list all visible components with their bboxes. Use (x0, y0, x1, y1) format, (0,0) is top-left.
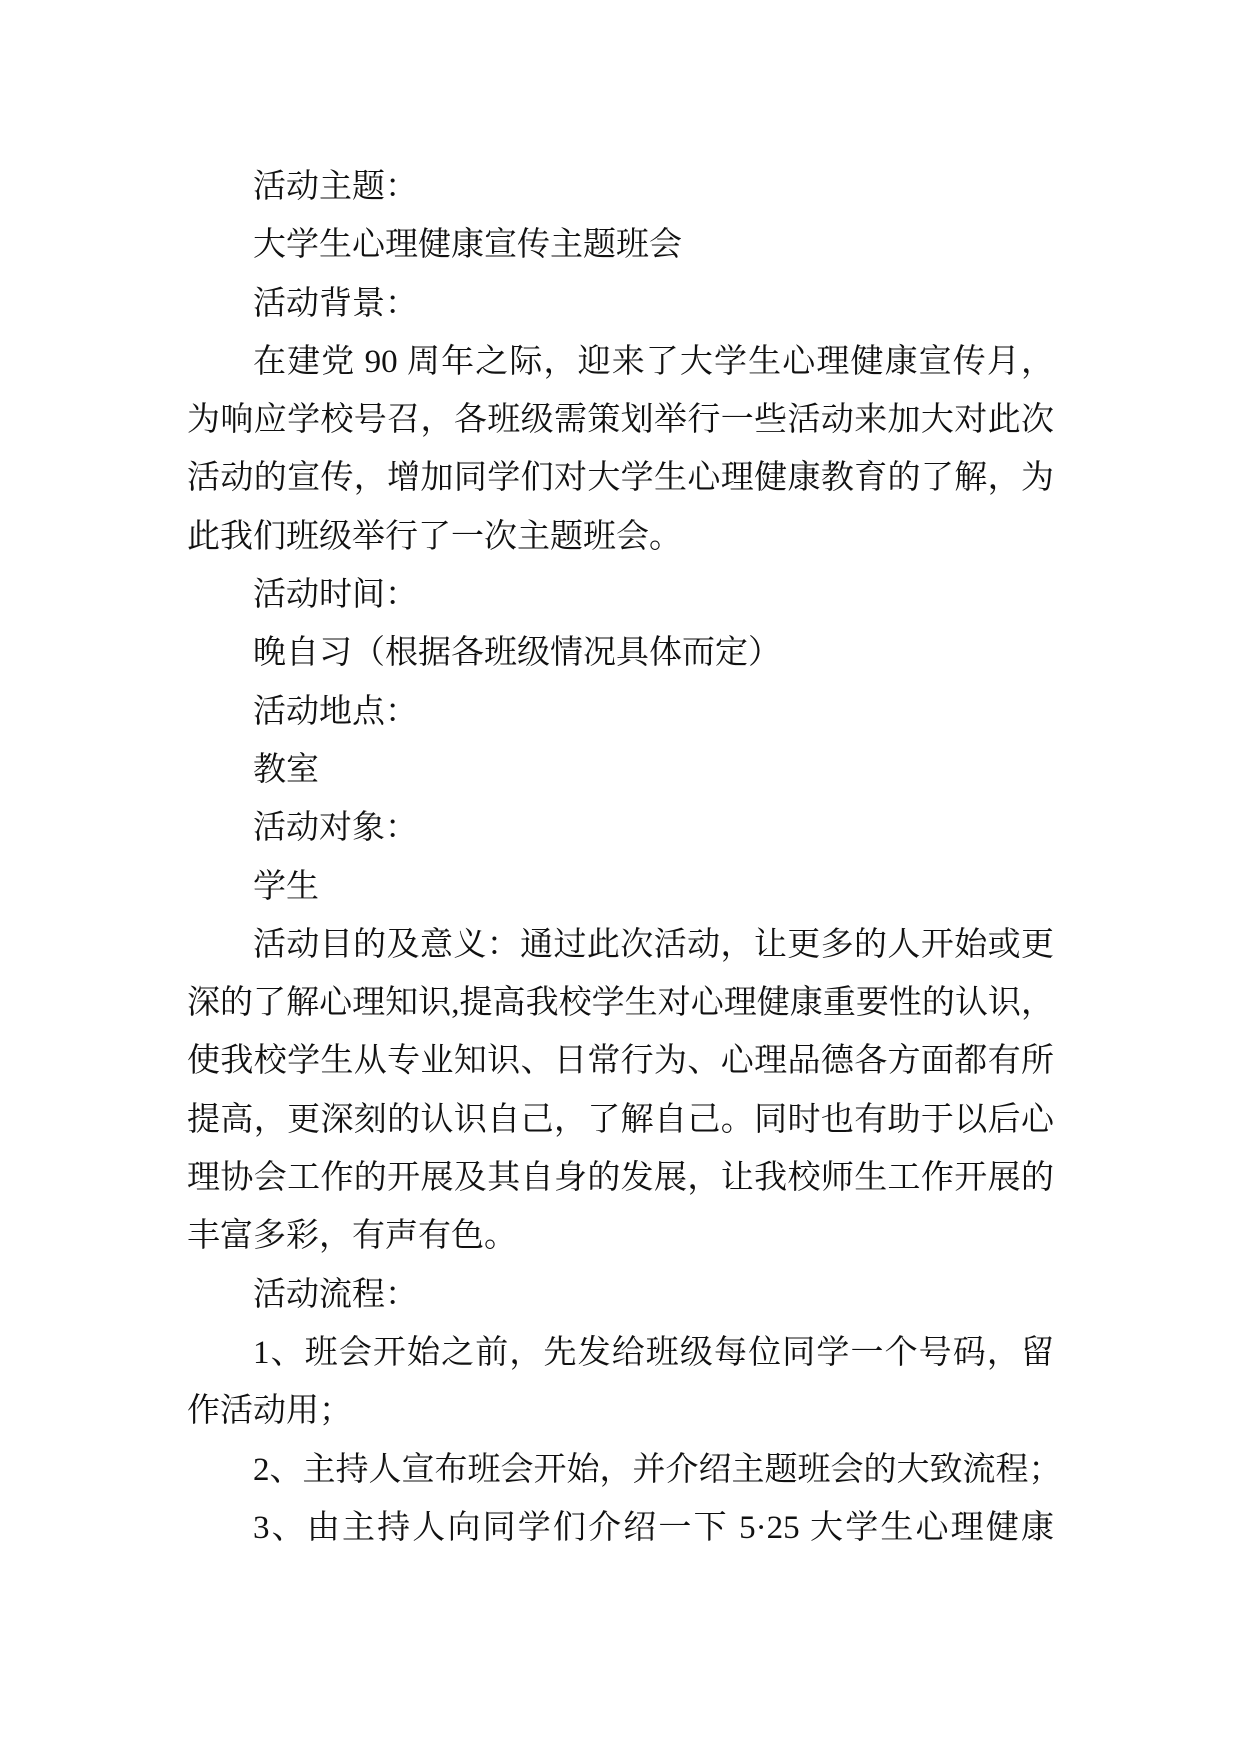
text-line: 活动地点： (253, 693, 418, 730)
text-line: 提高，更深刻的认识自己，了解自己。同时也有助于以后心 (187, 1101, 1054, 1138)
text-line: 活动背景： (253, 285, 418, 322)
paragraph (187, 799, 1054, 857)
paragraph (187, 1266, 1054, 1324)
text-line: 此我们班级举行了一次主题班会。 (187, 518, 682, 555)
text-line: 3、由主持人向同学们介绍一下 5·25 大学生心理健康 (253, 1509, 1054, 1546)
text-line: 使我校学生从专业知识、日常行为、心理品德各方面都有所 (187, 1043, 1054, 1080)
text-line: 活动主题： (253, 169, 418, 205)
paragraph (187, 624, 1054, 682)
paragraph (187, 566, 1054, 624)
text-line: 在建党 90 周年之际，迎来了大学生心理健康宣传月， (253, 343, 1054, 380)
text-line: 为响应学校号召，各班级需策划举行一些活动来加大对此次 (187, 402, 1054, 439)
text-line: 2、主持人宣布班会开始，并介绍主题班会的大致流程； (253, 1451, 1062, 1488)
document-body (187, 158, 1062, 1557)
text-line: 晚自习（根据各班级情况具体而定） (253, 635, 781, 672)
text-line: 活动对象： (253, 810, 418, 847)
text-line: 丰富多彩，有声有色。 (187, 1218, 517, 1255)
text-line: 教室 (253, 751, 319, 788)
paragraph (187, 216, 1054, 274)
paragraph (187, 858, 1054, 916)
text-line: 理协会工作的开展及其自身的发展，让我校师生工作开展的 (187, 1160, 1054, 1197)
text-line: 活动目的及意义：通过此次活动，让更多的人开始或更 (253, 926, 1054, 963)
text-line: 活动的宣传，增加同学们对大学生心理健康教育的了解，为 (187, 460, 1054, 497)
text-line: 作活动用； (187, 1393, 352, 1430)
paragraph (187, 1324, 1054, 1441)
paragraph (187, 741, 1054, 799)
paragraph (187, 1441, 1062, 1499)
paragraph (187, 1499, 1054, 1557)
text-line: 活动流程： (253, 1276, 418, 1313)
paragraph (187, 916, 1054, 1266)
paragraph (187, 333, 1054, 566)
text-line: 大学生心理健康宣传主题班会 (253, 227, 682, 264)
paragraph (187, 275, 1054, 333)
text-line: 1、班会开始之前，先发给班级每位同学一个号码，留 (253, 1334, 1054, 1371)
text-line: 深的了解心理知识,提高我校学生对心理健康重要性的认识， (187, 985, 1054, 1022)
paragraph (187, 158, 1054, 216)
text-line: 活动时间： (253, 577, 418, 614)
paragraph (187, 683, 1054, 741)
text-line: 学生 (253, 868, 319, 905)
